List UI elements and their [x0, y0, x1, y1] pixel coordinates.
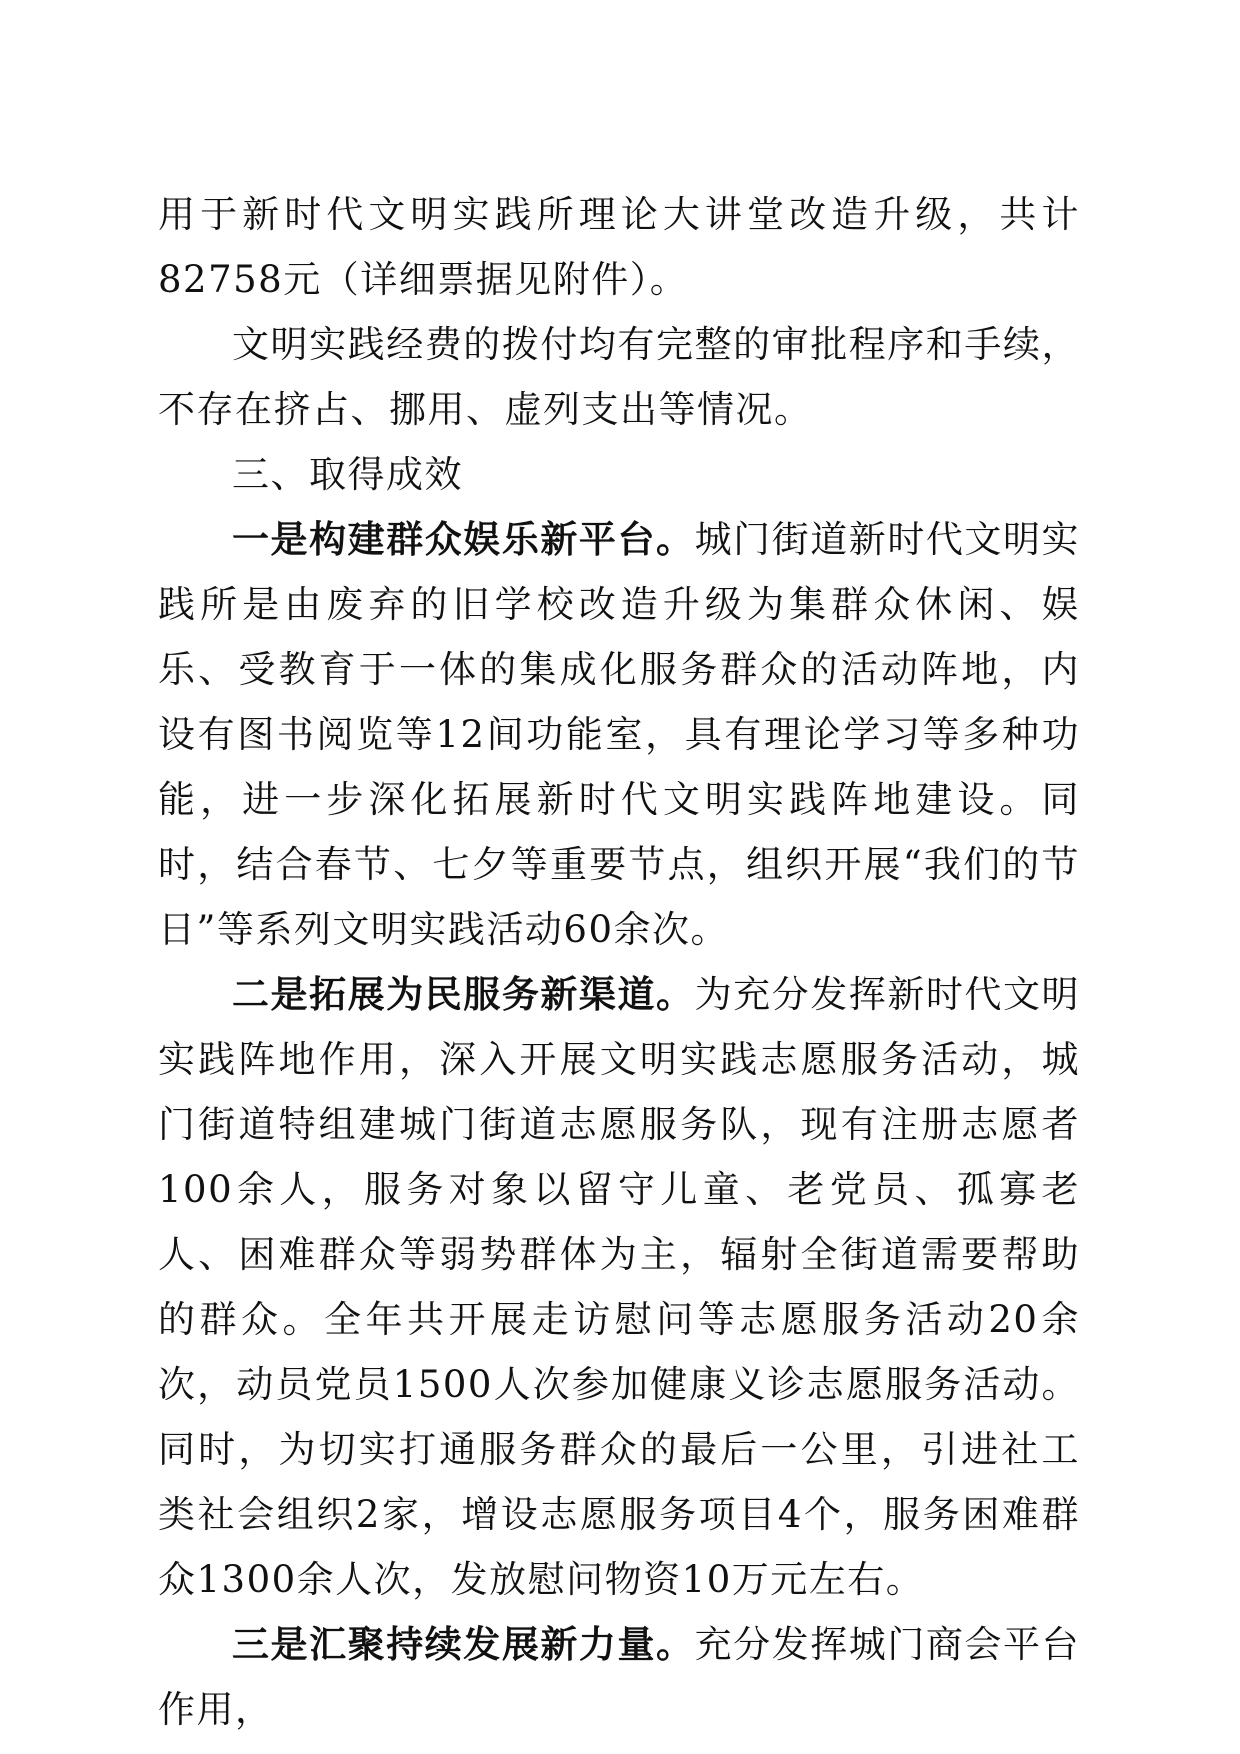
paragraph-funding-usage — [158, 182, 1080, 312]
paragraph-development-forces — [158, 1612, 1080, 1742]
paragraph-entertainment-platform — [158, 507, 1080, 962]
paragraph-text: 用于新时代文明实践所理论大讲堂改造升级，共计82758元（详细票据见附件）。 — [158, 193, 1080, 301]
paragraph-service-channels — [158, 962, 1080, 1612]
paragraph-text: 城门街道新时代文明实践所是由废弃的旧学校改造升级为集群众休闲、娱乐、受教育于一体的集成化服务群众的活动阵地，内设有图书阅览等12间功能室，具有理论学习等多种功能，进一步深化拓展新时代文明实践阵地建设。同时，结合春节、七夕等重要节点，组织开展“我们的节日”等系列文明实践活动60余次。 — [158, 518, 1081, 951]
paragraph-lead: 二是拓展为民服务新渠道。 — [232, 973, 695, 1016]
document-body — [158, 182, 1080, 1742]
paragraph-text: 文明实践经费的拨付均有完整的审批程序和手续，不存在挤占、挪用、虚列支出等情况。 — [158, 323, 1080, 431]
paragraph-funding-compliance — [158, 312, 1080, 442]
heading-text: 三、取得成效 — [232, 453, 463, 496]
paragraph-lead: 三是汇聚持续发展新力量。 — [232, 1623, 695, 1666]
paragraph-text: 为充分发挥新时代文明实践阵地作用，深入开展文明实践志愿服务活动，城门街道特组建城门街道志愿服务队，现有注册志愿者100余人，服务对象以留守儿童、老党员、孤寡老人、困难群众等弱势群体为主，辐射全街道需要帮助的群众。全年共开展走访慰问等志愿服务活动20余次，动员党员1500人次参加健康义诊志愿服务活动。同时，为切实打通服务群众的最后一公里，引进社工类社会组织2家，增设志愿服务项目4个，服务困难群众1300余人次，发放慰问物资10万元左右。 — [158, 973, 1081, 1601]
paragraph-lead: 一是构建群众娱乐新平台。 — [232, 518, 695, 561]
paragraph-text: 充分发挥城门商会平台作用， — [158, 1623, 1081, 1731]
section-heading-results — [158, 442, 1080, 507]
